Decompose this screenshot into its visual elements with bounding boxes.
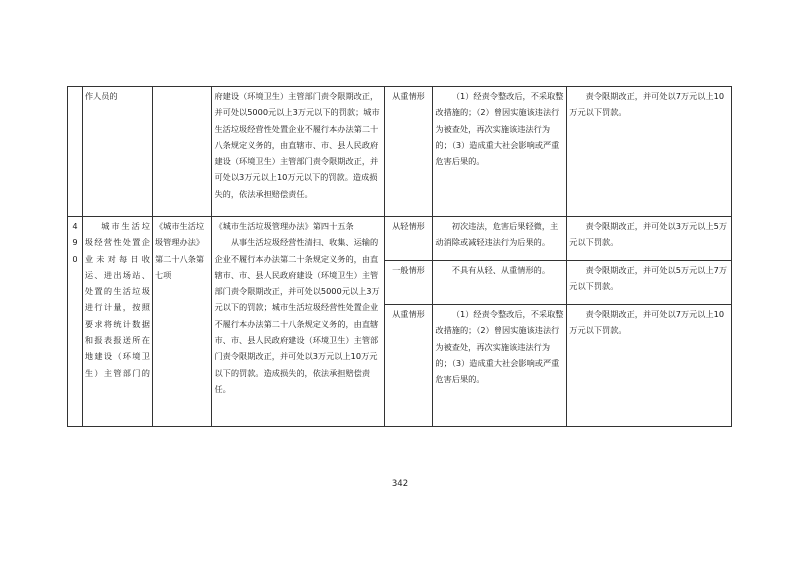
penalty-content-text: 从事生活垃圾经营性清扫、收集、运输的企业不履行本办法第二十条规定义务的，由直辖市、市、县人民政府建设（环境卫生）主管部门责令限期改正，并可处以5000元以上3万元以下的罚款；城市生活垃圾经营性处置企业不履行本办法第二十八条规定义务的，由直辖市、市、县人民政府建设（环境卫生）主管部门责令限期改正，并可处以3万元以上10万元以下的罚款。造成损失的，依法承担赔偿责任。	[214, 237, 380, 394]
item-number: 490	[72, 221, 78, 264]
illegal-act-text: 城市生活垃圾经营性处置企业未对每日收运、进出场站、处置的生活垃圾进行计量，按照要求将统计数据和报表报送所在地建设（环境卫生）主管部门的	[84, 221, 150, 378]
penalty-cell	[567, 87, 732, 217]
penalty-cell	[567, 261, 732, 305]
illegal-act-text: 作人员的	[84, 91, 118, 101]
legal-basis-text: 《城市生活垃圾管理办法》第二十八条第七项	[154, 221, 205, 280]
page-number: 342	[391, 479, 409, 489]
circumstance-cell	[384, 217, 433, 261]
penalty-content-title: 《城市生活垃圾管理办法》第四十五条	[214, 221, 354, 231]
circumstance-cell	[384, 87, 433, 217]
penalty-content-cell	[212, 217, 384, 427]
circumstance-label: 从轻情形	[392, 221, 425, 231]
illegal-act-cell	[82, 87, 152, 217]
penalty-text: 责令限期改正，并可处以5万元以上7万元以下罚款。	[569, 265, 728, 292]
circumstance-cell	[384, 261, 433, 305]
discretion-standard-cell	[433, 261, 567, 305]
discretion-standard-text: （1）经责令整改后，不采取整改措施的；（2）曾因实施该违法行为被查处，再次实施该违法行为的；（3）造成重大社会影响或严重危害后果的。	[435, 309, 564, 385]
discretion-standard-text: 不具有从轻、从重情形的。	[451, 265, 551, 275]
discretion-standard-cell	[433, 217, 567, 261]
penalty-text: 责令限期改正，并可处以7万元以上10万元以下罚款。	[569, 309, 725, 336]
penalty-content-text: 府建设（环境卫生）主管部门责令限期改正，并可处以5000元以上3万元以下的罚款；城市生活垃圾经营性处置企业不履行本办法第二十八条规定义务的，由直辖市、市、县人民政府建设（环境卫生）主管部门责令限期改正，并可处以3万元以上10万元以下的罚款。造成损失的，依法承担赔偿责任。	[214, 91, 380, 199]
penalty-content-cell	[212, 87, 384, 217]
discretion-standard-text: （1）经责令整改后，不采取整改措施的；（2）曾因实施该违法行为被查处，再次实施该违法行为的；（3）造成重大社会影响或严重危害后果的。	[435, 91, 564, 167]
legal-basis-cell	[152, 87, 211, 217]
penalty-cell	[567, 305, 732, 427]
table-row	[68, 217, 732, 261]
discretion-standard-text: 初次违法，危害后果轻微，主动消除或减轻违法行为后果的。	[435, 221, 559, 248]
circumstance-label: 从重情形	[392, 309, 425, 319]
circumstance-label: 一般情形	[392, 265, 425, 275]
table-row	[68, 87, 732, 217]
item-number-cell	[68, 217, 83, 427]
circumstance-label: 从重情形	[392, 91, 425, 101]
penalty-text: 责令限期改正，并可处以3万元以上5万元以下罚款。	[569, 221, 728, 248]
item-number-cell	[68, 87, 83, 217]
discretion-standard-cell	[433, 305, 567, 427]
legal-basis-cell	[152, 217, 211, 427]
penalty-text: 责令限期改正，并可处以7万元以上10万元以下罚款。	[569, 91, 725, 118]
circumstance-cell	[384, 305, 433, 427]
discretion-standard-cell	[433, 87, 567, 217]
illegal-act-cell	[82, 217, 152, 427]
penalty-cell	[567, 217, 732, 261]
penalty-standards-table	[67, 86, 732, 427]
